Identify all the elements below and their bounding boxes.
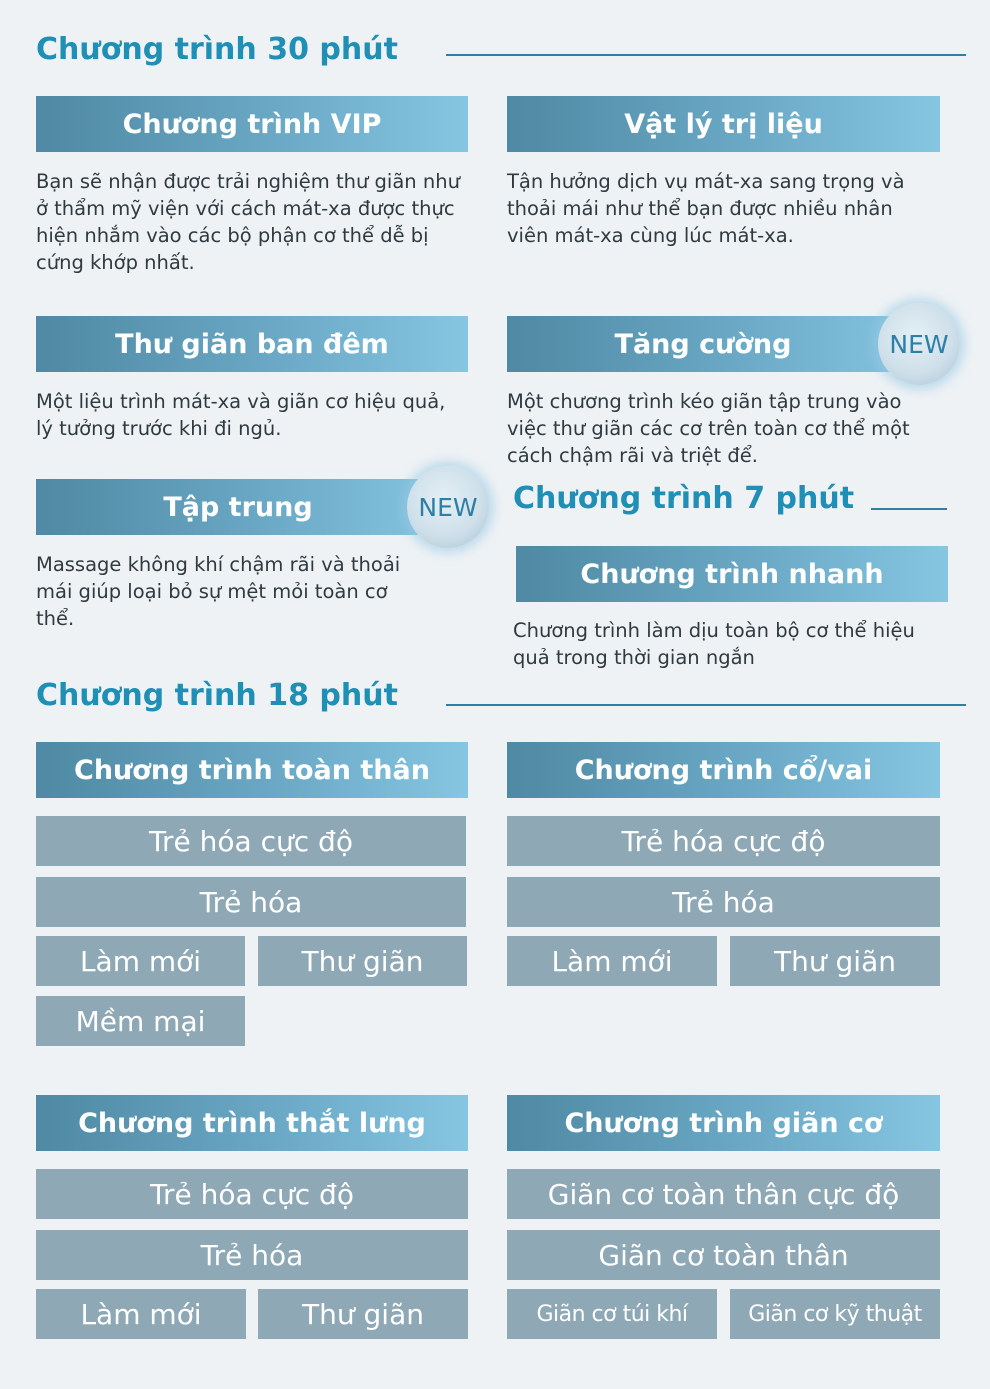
lower-back-mode: Trẻ hóa bbox=[36, 1230, 468, 1280]
lower-back-mode: Thư giãn bbox=[258, 1289, 468, 1339]
quick-program-header: Chương trình nhanh bbox=[516, 546, 948, 602]
section-title-7: Chương trình 7 phút bbox=[513, 481, 855, 516]
full-body-mode: Mềm mại bbox=[36, 996, 245, 1046]
focus-program-title: Tập trung bbox=[163, 491, 313, 523]
stretch-mode: Giãn cơ túi khí bbox=[507, 1289, 717, 1339]
neck-shoulder-mode: Trẻ hóa cực độ bbox=[507, 816, 940, 866]
full-body-mode: Trẻ hóa cực độ bbox=[36, 816, 466, 866]
stretch-mode: Giãn cơ toàn thân cực độ bbox=[507, 1169, 940, 1219]
focus-program-description: Massage không khí chậm rãi và thoải mái giúp loại bỏ sự mệt mỏi toàn cơ thể. bbox=[36, 553, 401, 630]
neck-shoulder-program-header: Chương trình cổ/vai bbox=[507, 742, 940, 798]
stretch-mode: Giãn cơ kỹ thuật bbox=[730, 1289, 940, 1339]
section-divider bbox=[871, 508, 947, 510]
stretch-mode: Giãn cơ toàn thân bbox=[507, 1230, 940, 1280]
boost-program-header bbox=[507, 316, 919, 372]
focus-program-header bbox=[36, 479, 448, 535]
night-relax-header: Thư giãn ban đêm bbox=[36, 316, 468, 372]
lower-back-mode: Làm mới bbox=[36, 1289, 246, 1339]
boost-program-description: Một chương trình kéo giãn tập trung vào việc thư giãn các cơ trên toàn cơ thể một cách chậm rãi và triệt để. bbox=[507, 390, 910, 467]
stretch-program-header: Chương trình giãn cơ bbox=[507, 1095, 940, 1151]
physio-program-header: Vật lý trị liệu bbox=[507, 96, 940, 152]
section-divider bbox=[446, 54, 966, 56]
vip-program-header: Chương trình VIP bbox=[36, 96, 468, 152]
physio-program-description: Tận hưởng dịch vụ mát-xa sang trọng và thoải mái như thể bạn được nhiều nhân viên mát-xa cùng lúc mát-xa. bbox=[507, 170, 905, 247]
lower-back-program-header: Chương trình thắt lưng bbox=[36, 1095, 468, 1151]
vip-program-description: Bạn sẽ nhận được trải nghiệm thư giãn như ở thẩm mỹ viện với cách mát-xa được thực hiện nhắm vào các bộ phận cơ thể dễ bị cứng khớp nhất. bbox=[36, 170, 460, 274]
section-title-18: Chương trình 18 phút bbox=[36, 678, 398, 713]
neck-shoulder-mode: Thư giãn bbox=[730, 936, 940, 986]
full-body-mode: Trẻ hóa bbox=[36, 877, 466, 927]
full-body-mode: Thư giãn bbox=[258, 936, 467, 986]
full-body-program-header: Chương trình toàn thân bbox=[36, 742, 468, 798]
lower-back-mode: Trẻ hóa cực độ bbox=[36, 1169, 468, 1219]
section-divider bbox=[446, 704, 966, 706]
section-title-30: Chương trình 30 phút bbox=[36, 32, 398, 67]
new-badge: NEW bbox=[878, 303, 960, 385]
neck-shoulder-mode: Làm mới bbox=[507, 936, 717, 986]
boost-program-title: Tăng cường bbox=[614, 328, 792, 360]
new-badge: NEW bbox=[407, 466, 489, 548]
neck-shoulder-mode: Trẻ hóa bbox=[507, 877, 940, 927]
night-relax-description: Một liệu trình mát-xa và giãn cơ hiệu quả, lý tưởng trước khi đi ngủ. bbox=[36, 390, 446, 440]
full-body-mode: Làm mới bbox=[36, 936, 245, 986]
quick-program-description: Chương trình làm dịu toàn bộ cơ thể hiệu quả trong thời gian ngắn bbox=[513, 619, 915, 669]
